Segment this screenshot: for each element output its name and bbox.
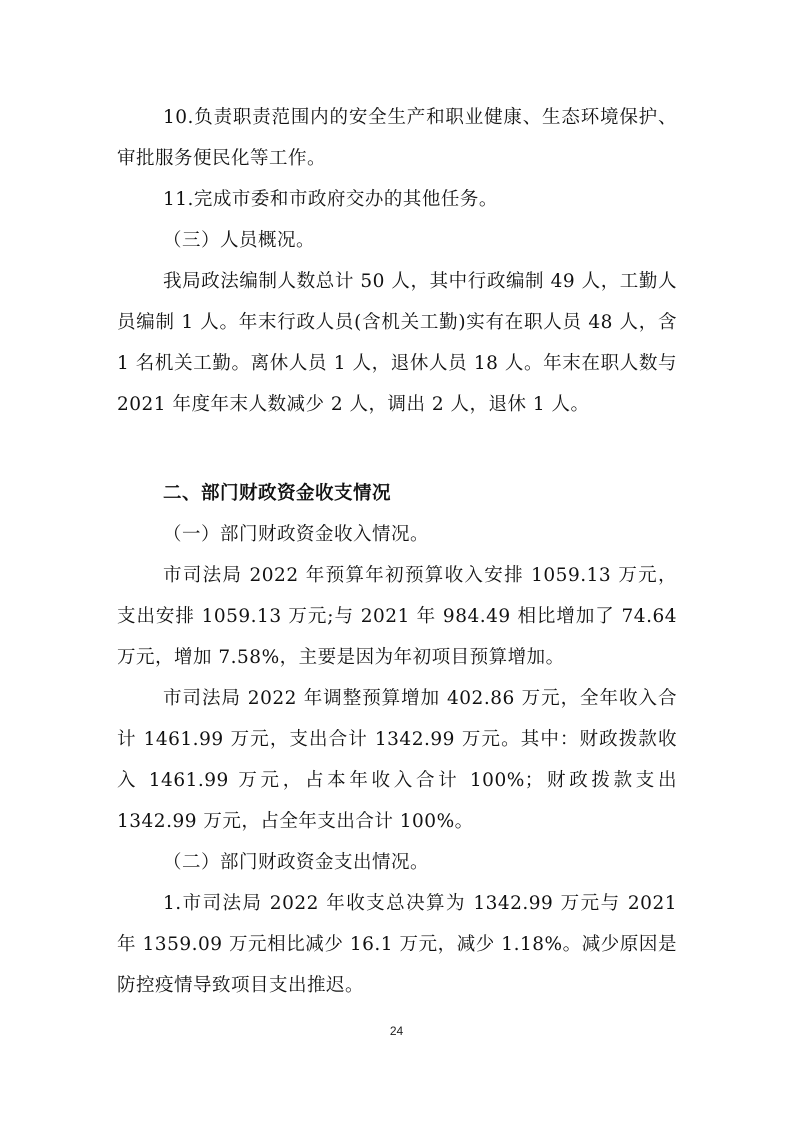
paragraph-budget-adjusted: 市司法局 2022 年调整预算增加 402.86 万元，全年收入合计 1461.99 万元，支出合计 1342.99 万元。其中：财政拨款收入 1461.99 万元，占本年收入合计 100%；财政拨款支出 1342.99 万元，占全年支出合计 100%。 — [117, 688, 677, 832]
section-heading: 二、部门财政资金收支情况 — [163, 483, 392, 504]
paragraph-budget-initial: 市司法局 2022 年预算年初预算收入安排 1059.13 万元，支出安排 1059.13 万元;与 2021 年 984.49 相比增加了 74.64 万元，增加 7.58%，主要是因为年初项目预算增加。 — [117, 565, 677, 668]
paragraph-duty-10: 10.负责职责范围内的安全生产和职业健康、生态环境保护、审批服务便民化等工作。 — [117, 107, 677, 169]
page-number: 24 — [389, 1024, 404, 1038]
paragraph-staff-overview: 我局政法编制人数总计 50 人，其中行政编制 49 人，工勤人员编制 1 人。年末行政人员(含机关工勤)实有在职人员 48 人，含 1 名机关工勤。离休人员 1 人，退休人员 18 人。年末在职人数与 2021 年度年末人数减少 2 人，调出 2 人，退休 1 人。 — [117, 271, 677, 415]
paragraph-subheading-income: （一）部门财政资金收入情况。 — [163, 524, 430, 545]
paragraph-subheading-staff: （三）人员概况。 — [163, 230, 316, 251]
paragraph-final-accounts: 1.市司法局 2022 年收支总决算为 1342.99 万元与 2021 年 1359.09 万元相比减少 16.1 万元，减少 1.18%。减少原因是防控疫情导致项目支出推迟。 — [117, 893, 677, 996]
paragraph-subheading-expenditure: （二）部门财政资金支出情况。 — [163, 852, 430, 873]
paragraph-duty-11: 11.完成市委和市政府交办的其他任务。 — [163, 189, 498, 210]
